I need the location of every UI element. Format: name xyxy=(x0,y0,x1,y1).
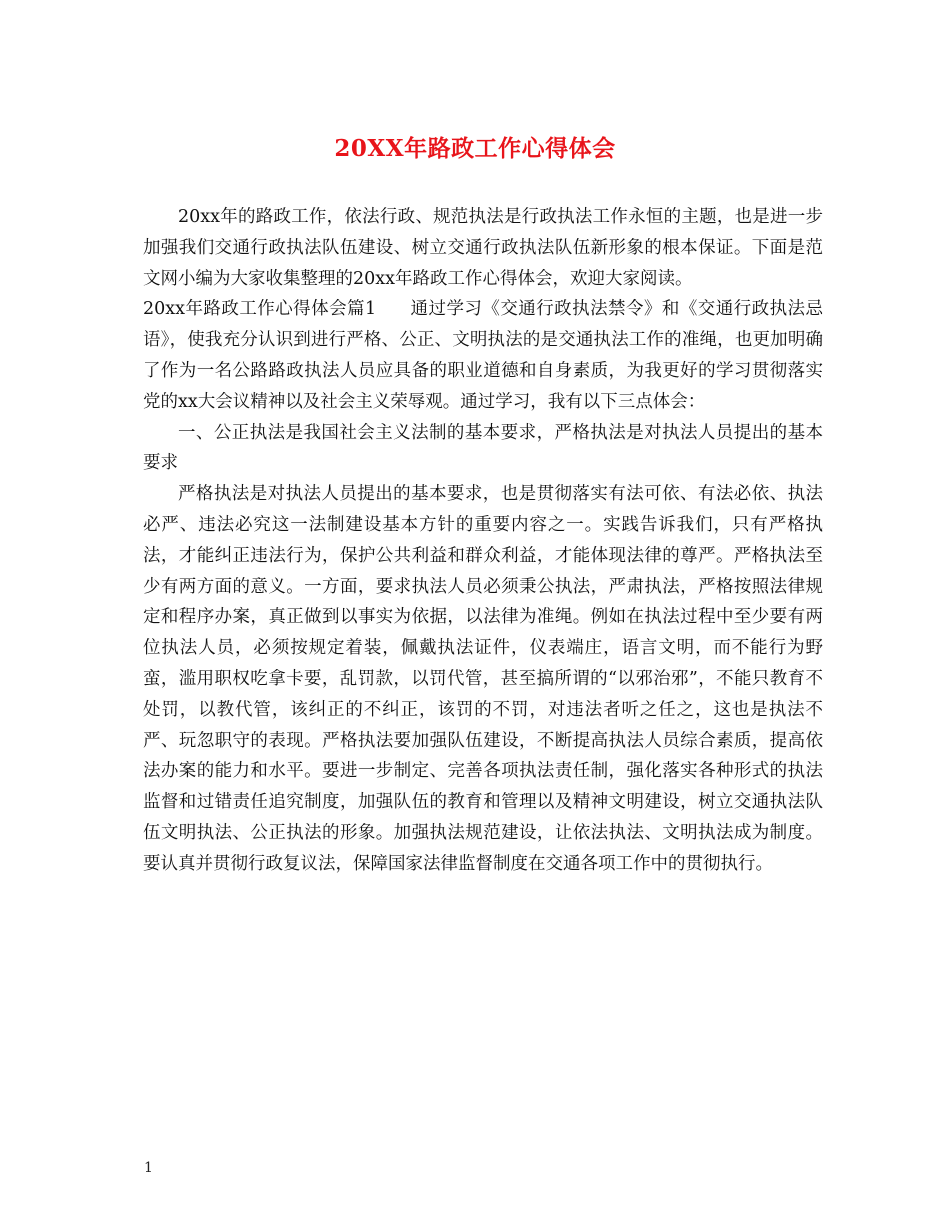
intro-paragraph: 20xx年的路政工作，依法行政、规范执法是行政执法工作永恒的主题，也是进一步加强我们交通行政执法队伍建设、树立交通行政执法队伍新形象的根本保证。下面是范文网小编为大家收集整理的20xx年路政工作心得体会，欢迎大家阅读。 xyxy=(143,207,823,289)
point-one-heading: 一、公正执法是我国社会主义法制的基本要求，严格执法是对执法人员提出的基本要求 xyxy=(143,422,823,474)
point-one-body: 严格执法是对执法人员提出的基本要求，也是贯彻落实有法可依、有法必依、执法必严、违法必究这一法制建设基本方针的重要内容之一。实践告诉我们，只有严格执法，才能纠正违法行为，保护公共利益和群众利益，才能体现法律的尊严。严格执法至少有两方面的意义。一方面，要求执法人员必须秉公执法，严肃执法，严格按照法律规定和程序办案，真正做到以事实为依据，以法律为准绳。例如在执法过程中至少要有两位执法人员，必须按规定着装，佩戴执法证件，仪表端庄，语言文明，而不能行为野蛮，滥用职权吃拿卡要，乱罚款，以罚代管，甚至搞所谓的“以邪治邪”，不能只教育不处罚，以教代管，该纠正的不纠正，该罚的不罚，对违法者听之任之，这也是执法不严、玩忽职守的表现。严格执法要加强队伍建设，不断提高执法人员综合素质，提高依法办案的能力和水平。要进一步制定、完善各项执法责任制，强化落实各种形式的执法监督和过错责任追究制度，加强队伍的教育和管理以及精神文明建设，树立交通执法队伍文明执法、公正执法的形象。加强执法规范建设，让依法执法、文明执法成为制度。要认真并贯彻行政复议法，保障国家法律监督制度在交通各项工作中的贯彻执行。 xyxy=(143,484,823,874)
section-paragraph xyxy=(143,294,823,417)
section-heading: 20xx年路政工作心得体会篇1 xyxy=(143,299,377,320)
document-title: 20XX年路政工作心得体会 xyxy=(334,135,616,162)
section-first-paragraph: 通过学习《交通行政执法禁令》和《交通行政执法忌语》，使我充分认识到进行严格、公正、文明执法的是交通执法工作的准绳，也更加明确了作为一名公路路政执法人员应具备的职业道德和自身素质，为我更好的学习贯彻落实党的xx大会议精神以及社会主义荣辱观。通过学习，我有以下三点体会： xyxy=(143,299,823,412)
page-number: 1 xyxy=(144,1160,153,1176)
document-body xyxy=(143,202,823,880)
